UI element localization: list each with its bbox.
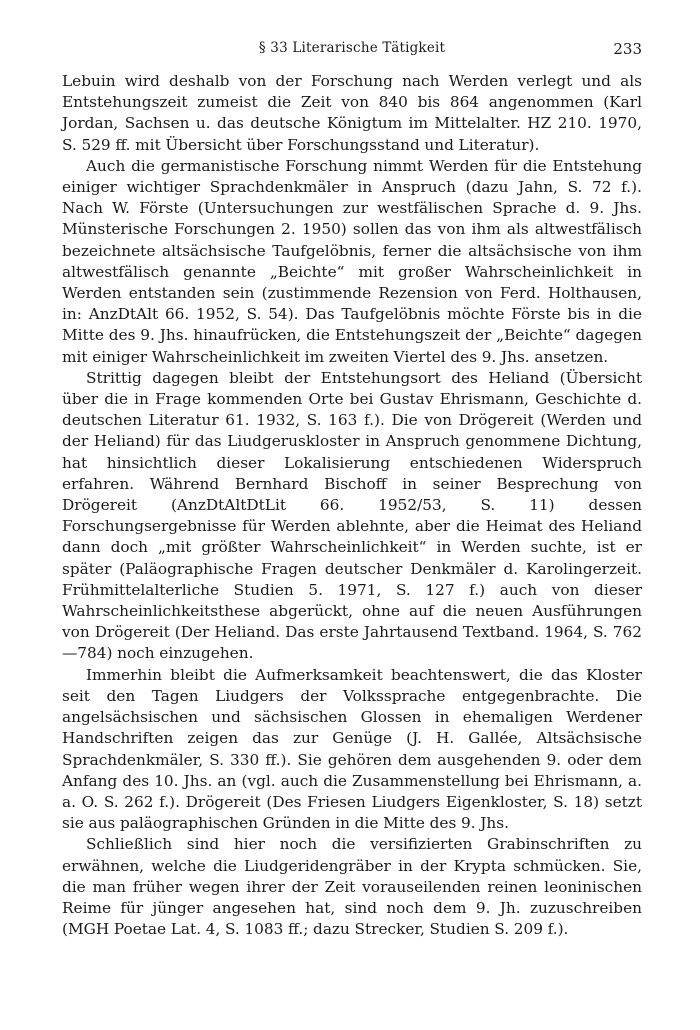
paragraph: Schließlich sind hier noch die versifizierten Grabinschriften zu erwähnen, welche die Liudgeridengräber in der Krypta schmücken. Sie, die man früher wegen ihrer der Zeit vorauseilenden reinen leoninischen Reime für jünger angesehen hat, sind noch dem 9. Jh. zuzuschreiben (MGH Poetae Lat. 4, S. 1083 ff.; dazu Strecker, Studien S. 209 f.). <box>62 835 642 939</box>
page-number: 233 <box>613 40 642 58</box>
page-header <box>62 36 642 62</box>
running-head: § 33 Literarische Tätigkeit <box>258 40 446 56</box>
paragraph: Auch die germanistische Forschung nimmt Werden für die Entstehung einiger wichtiger Sprachdenkmäler in Anspruch (dazu Jahn, S. 72 f.). Nach W. Förste (Untersuchungen zur westfälischen Sprache d. 9. Jhs. Münsterische Forschungen 2. 1950) sollen das von ihm als altwestfälisch bezeichnete altsächsische Taufgelöbnis, ferner die altsächsische von ihm altwestfälisch genannte „Beichte“ mit großer Wahrscheinlichkeit in Werden entstanden sein (zustimmende Rezension von Ferd. Holthausen, in: AnzDtAlt 66. 1952, S. 54). Das Taufgelöbnis möchte Förste bis in die Mitte des 9. Jhs. hinaufrücken, die Entstehungszeit der „Beichte“ dagegen mit einiger Wahrscheinlichkeit im zweiten Viertel des 9. Jhs. ansetzen. <box>62 156 642 366</box>
paragraph: Strittig dagegen bleibt der Entstehungsort des Heliand (Übersicht über die in Frage kommenden Orte bei Gustav Ehrismann, Geschichte d. deutschen Literatur 61. 1932, S. 163 f.). Die von Drögereit (Werden und der Heliand) für das Liudgeruskloster in Anspruch genommene Dichtung, hat hinsichtlich dieser Lokalisierung entschiedenen Widerspruch erfahren. Während Bernhard Bischoff in seiner Besprechung von Drögereit (AnzDtAltDtLit 66. 1952/53, S. 11) dessen Forschungsergebnisse für Werden ablehnte, aber die Heimat des Heliand dann doch „mit größter Wahrscheinlichkeit“ in Werden suchte, ist er später (Paläographische Fragen deutscher Denkmäler d. Karolingerzeit. Frühmittelalterliche Studien 5. 1971, S. 127 f.) auch von dieser Wahrscheinlichkeitsthese abgerückt, ohne auf die neuen Ausführungen von Drögereit (Der Heliand. Das erste Jahrtausend Textband. 1964, S. 762—784) noch einzugehen. <box>62 368 642 663</box>
body-text <box>62 71 642 940</box>
paragraph: Immerhin bleibt die Aufmerksamkeit beachtenswert, die das Kloster seit den Tagen Liudgers der Volkssprache entgegenbrachte. Die angelsächsischen und sächsischen Glossen in ehemaligen Werdener Handschriften zeigen das zur Genüge (J. H. Gallée, Altsächsische Sprachdenkmäler, S. 330 ff.). Sie gehören dem ausgehenden 9. oder dem Anfang des 10. Jhs. an (vgl. auch die Zusammenstellung bei Ehrismann, a. a. O. S. 262 f.). Drögereit (Des Friesen Liudgers Eigenkloster, S. 18) setzt sie aus paläographischen Gründen in die Mitte des 9. Jhs. <box>62 665 642 833</box>
paragraph: Lebuin wird deshalb von der Forschung nach Werden verlegt und als Entstehungszeit zumeist die Zeit von 840 bis 864 angenommen (Karl Jordan, Sachsen u. das deutsche Königtum im Mittelalter. HZ 210. 1970, S. 529 ff. mit Übersicht über Forschungsstand und Literatur). <box>62 72 642 154</box>
